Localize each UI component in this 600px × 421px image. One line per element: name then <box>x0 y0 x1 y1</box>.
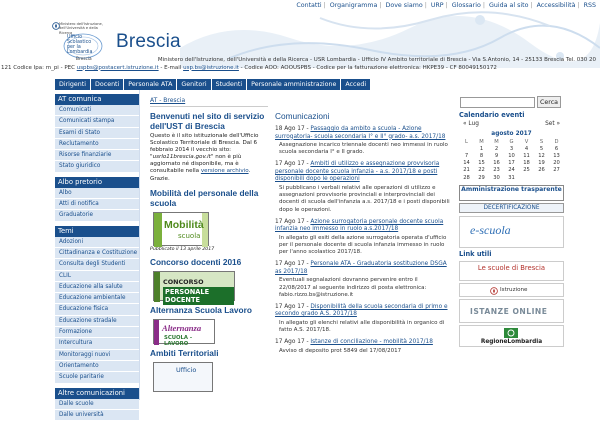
ministry-info <box>0 57 600 72</box>
sidebar-item-adozioni[interactable]: Adozioni <box>55 237 139 248</box>
sidebar-item-scuole-paritarie[interactable]: Scuole paritarie <box>55 372 139 383</box>
ministry-line-2: 121 Codice Ipa: m_pi - PEC uspbs@postacert.istruzione.it - E-mail usp.bs@istruzione.it - Codice AOO: AOOUSPBS - Codice per la fatturazione elettronica: HKPE39 - CF 80049150172 <box>1 64 497 71</box>
topnav-glossario[interactable]: Glossario <box>451 2 481 9</box>
topnav-guida[interactable]: Guida al sito <box>489 2 529 9</box>
sidebar-item-graduatorie[interactable]: Graduatorie <box>55 210 139 221</box>
istanze-online-link[interactable]: ISTANZE ONLINE <box>459 299 564 323</box>
sidebar-head-at-comunica: AT comunica <box>55 94 139 105</box>
sidebar-item-intercultura[interactable]: Intercultura <box>55 338 139 349</box>
sidebar-head-altre-comunicazioni: Altre comunicazioni <box>55 388 139 399</box>
news-item: 17 Ago 17 - Azione surrogatoria personale docente scuola infanzia neo immesso in ruolo a.s.2017/18 In allegato gli esiti della azione surrogatoria operata d'ufficio per il personale docente di scuola infanzia immesso in ruolo per l'anno scolastico 2017/18. <box>275 219 451 257</box>
sidebar-item-risorse-finanziarie[interactable]: Risorse finanziarie <box>55 150 139 161</box>
news-body: In allegato gli elenchi relativi alle disponibilità in organico di fatto A.S. 2017/18. <box>279 319 445 334</box>
nav-dirigenti[interactable]: Dirigenti <box>55 79 91 90</box>
pec-link[interactable]: uspbs@postacert.istruzione.it <box>76 64 159 71</box>
sidebar-item-esami-di-stato[interactable]: Esami di Stato <box>55 128 139 139</box>
communications-title: Comunicazioni <box>275 111 330 121</box>
sidebar-head-albo-pretorio: Albo pretorio <box>55 177 139 188</box>
logo-ministry: Ministero dell'Istruzione, dell'Università e della Ricerca <box>59 22 103 35</box>
header <box>0 0 600 78</box>
nav-genitori[interactable]: Genitori <box>177 79 211 90</box>
site-title: Brescia <box>116 31 181 52</box>
sidebar-item-educazione-ambientale[interactable]: Educazione ambientale <box>55 293 139 304</box>
sidebar-item-stato-giuridico[interactable]: Stato giuridico <box>55 161 139 172</box>
sidebar-item-formazione[interactable]: Formazione <box>55 327 139 338</box>
sidebar-item-reclutamento[interactable]: Reclutamento <box>55 139 139 150</box>
news-link[interactable]: Passaggio da ambito a scuola - Azione surrogatoria- scuola secondaria I° e II° grado- a.s. 2017/18 <box>275 126 446 140</box>
news-body: Assegnazione incarico triennale docenti neo immessi in ruolo scuola secondaria I° e II grado. <box>279 142 448 156</box>
news-link[interactable]: Ambiti di utilizzo e assegnazione provvisoria personale docente scuola infanzia - a.s. 2017/18 e posti disponibili dopo le operazioni <box>275 161 440 183</box>
news-item: 18 Ago 17 - Passaggio da ambito a scuola - Azione surrogatoria- scuola secondaria I° e II° grado- a.s. 2017/18 Assegnazione incarico triennale docenti neo immessi in ruolo scuola secondaria I° e II grado. <box>275 126 451 156</box>
old-site-name: "usrlo11brescia.gov.it" <box>150 154 214 161</box>
sidebar-head-temi: Temi <box>55 226 139 237</box>
scuole-brescia-link[interactable]: Le scuole di Brescia <box>459 261 564 281</box>
sidebar-item-dalle-universita[interactable]: Dalle università <box>55 410 139 421</box>
sidebar-item-educazione-salute[interactable]: Educazione alla salute <box>55 282 139 293</box>
news-item: 17 Ago 17 - Ambiti di utilizzo e assegnazione provvisoria personale docente scuola infanzia - a.s. 2017/18 e posti disponibili dopo le operazioni Si pubblicano i verbali relativi alle operazioni di utilizzo e assegnazioni provvisorie provinciali e interprovinciali dei docenti di scuola dell'infanzia a.s. 2017/18 e i posti disponibili dopo le operazioni. <box>275 161 450 213</box>
sidebar-item-monitoraggi[interactable]: Monitoraggi nuovi <box>55 350 139 361</box>
news-body: Eventuali segnalazioni dovranno pervenire entro il 22/08/2017 al seguente indirizzo di posta elettronica: fabio.rizzo.bs@istruzione.it <box>279 277 427 298</box>
nav-personale-amministrazione[interactable]: Personale amministrazione <box>247 79 341 90</box>
news-item: 17 Ago 17 - Personale ATA - Graduatoria sostituzione DSGA as 2017/18 Eventuali segnalazioni dovranno pervenire entro il 22/08/2017 al seguente indirizzo di posta elettronica: fabio.rizzo.bs@istruzione.it <box>275 261 451 299</box>
middle-column <box>150 111 268 392</box>
calendar-prev[interactable]: « Lug <box>463 121 479 127</box>
mobilita-caption: Pubblicato il 13 aprile 2017 <box>150 246 215 252</box>
concorso-banner[interactable]: CONCORSO PERSONALE DOCENTE <box>153 271 235 301</box>
topnav-organigramma[interactable]: Organigramma <box>329 2 378 9</box>
archive-link[interactable]: versione archivio <box>200 168 249 175</box>
concorso-title: Concorso docenti 2016 <box>150 256 242 267</box>
logo-brand: Ufficio Scolastico per la Lombardia Brescia <box>62 32 104 62</box>
decertificazione-button[interactable]: DECERTIFICAZIONE <box>459 203 564 213</box>
sidebar-item-comunicati-stampa[interactable]: Comunicati stampa <box>55 116 139 127</box>
search-input[interactable] <box>460 97 535 108</box>
sidebar-item-clil[interactable]: CLIL <box>55 271 139 282</box>
calendar-nav <box>459 120 564 130</box>
sidebar-item-dalle-scuole[interactable]: Dalle scuole <box>55 399 139 410</box>
communications-column <box>275 111 451 355</box>
emblem-icon <box>490 287 498 295</box>
e-scuola-banner[interactable]: e-scuola <box>459 216 564 248</box>
sidebar-item-educazione-fisica[interactable]: Educazione fisica <box>55 304 139 315</box>
sidebar-item-orientamento[interactable]: Orientamento <box>55 361 139 372</box>
topnav-urp[interactable]: URP <box>430 2 444 9</box>
nav-accedi[interactable]: Accedi <box>341 79 371 90</box>
welcome-title: Benvenuti nel sito di servizio dell'UST di Brescia <box>150 111 265 131</box>
topnav-dove-siamo[interactable]: Dove siamo <box>385 2 423 9</box>
regione-lombardia-link[interactable]: RegioneLombardia <box>459 325 564 347</box>
breadcrumb[interactable]: AT - Brescia <box>150 97 186 104</box>
search-button[interactable]: Cerca <box>537 96 561 108</box>
istruzione-link[interactable]: Istruzione <box>459 283 564 297</box>
ministry-line-1: Ministero dell'Istruzione, dell'Università e della Ricerca - USR Lombardia - Ufficio IV Ambito territoriale di Brescia - Via S.Antonio, 14 - 25133 Brescia Tel. 030 20 <box>157 57 596 63</box>
sidebar-item-consulta-studenti[interactable]: Consulta degli Studenti <box>55 259 139 270</box>
alternanza-title: Alternanza Scuola Lavoro <box>150 304 252 315</box>
news-link[interactable]: Azione surrogatoria personale docente scuola infanzia neo immesso in ruolo a.s.2017/18 <box>275 218 444 233</box>
sidebar-item-educazione-stradale[interactable]: Educazione stradale <box>55 316 139 327</box>
breadcrumb-divider <box>150 106 268 107</box>
email-link[interactable]: usp.bs@istruzione.it <box>183 64 239 71</box>
mobilita-title: Mobilità del personale della scuola <box>150 187 259 208</box>
main-navigation <box>55 79 371 90</box>
calendar-next[interactable]: Set » <box>545 121 560 127</box>
ambiti-title: Ambiti Territoriali <box>150 347 219 358</box>
news-item: 17 Ago 17 - Disponibilità della scuola secondaria di primo e secondo grado A.S. 2017/18 In allegato gli elenchi relativi alle disponibilità in organico di fatto A.S. 2017/18. <box>275 304 451 334</box>
nav-docenti[interactable]: Docenti <box>91 79 124 90</box>
news-link[interactable]: Istanze di conciliazione - mobilità 2017/18 <box>310 339 433 346</box>
calendar-month: agosto 2017 <box>491 131 532 137</box>
sidebar-item-cittadinanza[interactable]: Cittadinanza e Costituzione <box>55 248 139 259</box>
right-column <box>459 111 564 347</box>
topnav-rss[interactable]: RSS <box>583 2 596 9</box>
amministrazione-trasparente-button[interactable]: Amministrazione trasparente <box>459 185 564 201</box>
links-title: Link utili <box>459 249 492 258</box>
top-navigation: Contatti | Organigramma | Dove siamo | URP | Glossario | Guida al sito | Accessibilità | RSS <box>296 2 596 9</box>
alternanza-banner[interactable]: Alternanza SCUOLA - LAVORO <box>153 319 215 344</box>
rosa-camuna-icon <box>504 328 518 338</box>
topnav-accessibilita[interactable]: Accessibilità <box>536 2 576 9</box>
news-body: In allegato gli esiti della azione surrogatoria operata d'ufficio per il personale docente di scuola infanzia immesso in ruolo per l'anno scolastico 2017/18. <box>279 234 447 256</box>
news-link[interactable]: Disponibilità della scuola secondaria di primo e secondo grado A.S. 2017/18 <box>275 303 448 318</box>
sidebar-item-albo[interactable]: Albo <box>55 188 139 199</box>
nav-studenti[interactable]: Studenti <box>212 79 248 90</box>
calendar-grid: L M M G V S D 1 2 3 4 5 6 7 8 9 10 11 12 13 14 15 16 17 18 19 20 21 22 23 24 25 26 27 28 29 30 31 <box>463 139 560 181</box>
sidebar-item-comunicati[interactable]: Comunicati <box>55 105 139 116</box>
topnav-contatti[interactable]: Contatti <box>296 2 322 9</box>
news-item: 17 Ago 17 - Istanze di conciliazione - mobilità 2017/18 Avviso di deposito prot 5849 del 17/08/2017 <box>275 339 451 355</box>
ambiti-banner[interactable]: Ufficio <box>153 362 213 392</box>
nav-personale-ata[interactable]: Personale ATA <box>124 79 177 90</box>
news-link[interactable]: Personale ATA - Graduatoria sostituzione DSGA as 2017/18 <box>275 261 447 275</box>
news-body: Avviso di deposito prot 5849 del 17/08/2017 <box>279 347 402 354</box>
sidebar <box>55 90 140 418</box>
news-body: Si pubblicano i verbali relativi alle operazioni di utilizzo e assegnazioni provvisorie provinciali e interprovinciali dei docenti di scuola dell'infanzia a.s. 2017/18 e i posti disponibili dopo le operazioni. <box>279 184 450 213</box>
calendar-title: Calendario eventi <box>459 111 525 119</box>
welcome-text: Questo è il sito istituzionale dell'Ufficio Scolastico Territoriale di Brescia. Dal 6 febbraio 2014 il vecchio sito: "usrlo11brescia.gov.it" non è più aggiornato né disponibile, ma è consultabile nella versione archivio. Grazie. <box>150 133 259 182</box>
mobilita-banner[interactable]: Mobilità scuola <box>153 212 209 246</box>
sidebar-item-atti-di-notifica[interactable]: Atti di notifica <box>55 199 139 210</box>
